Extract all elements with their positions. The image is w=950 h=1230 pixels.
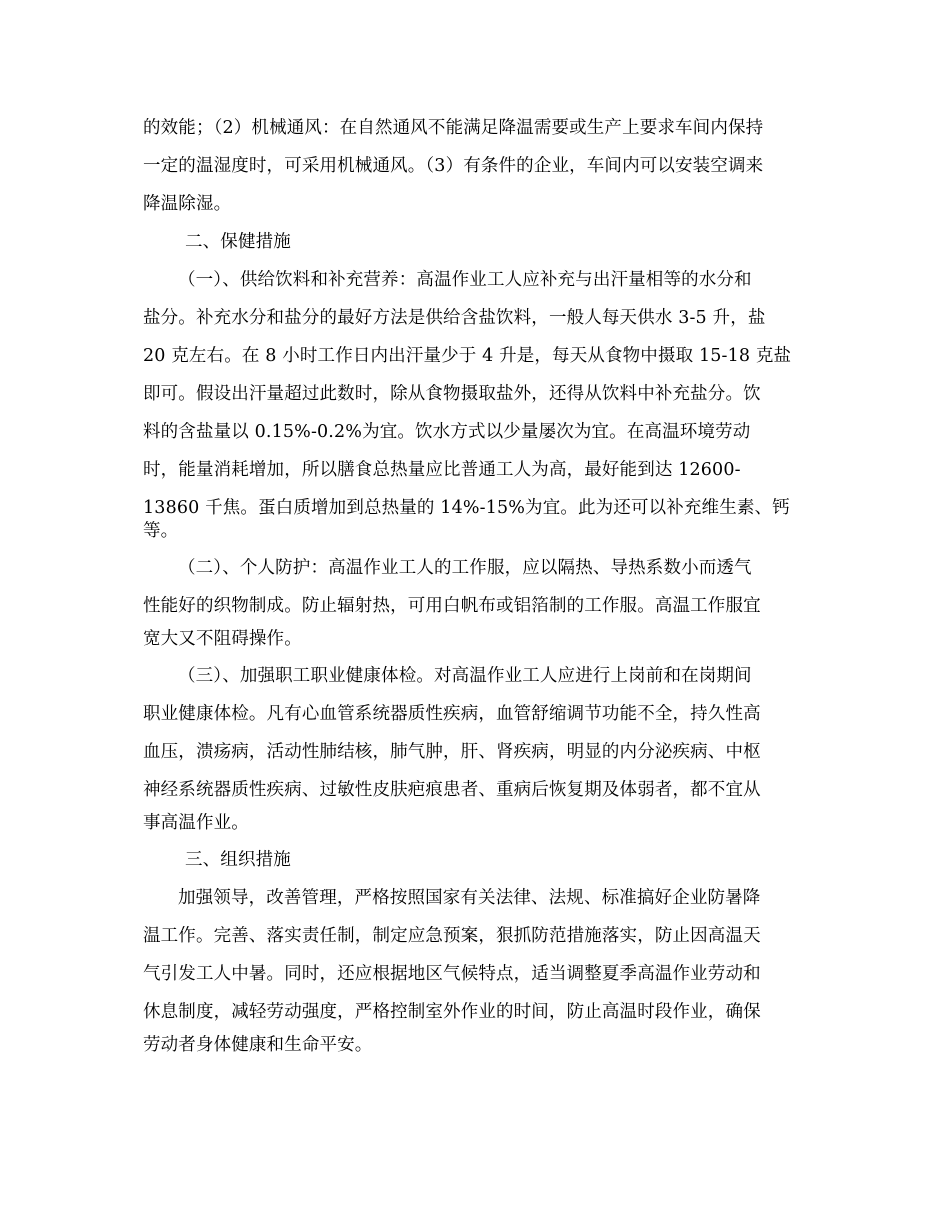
text-line: 休息制度，减轻劳动强度，严格控制室外作业的时间，防止高温时段作业，确保 (143, 1002, 761, 1022)
text-line: 温工作。完善、落实责任制，制定应急预案，狠抓防范措施落实，防止因高温天 (143, 926, 761, 946)
paragraph-start-line: （二）、个人防护：高温作业工人的工作服，应以隔热、导热系数小而透气 (178, 558, 752, 578)
text-line: 盐分。补充水分和盐分的最好方法是供给含盐饮料，一般人每天供水 3-5 升，盐 (143, 308, 766, 328)
text-line: 职业健康体检。凡有心血管系统器质性疾病，血管舒缩调节功能不全，持久性高 (143, 704, 761, 724)
text-line: 13860 千焦。蛋白质增加到总热量的 14%-15%为宜。此为还可以补充维生素、钙 (143, 498, 790, 518)
text-line: 时，能量消耗增加，所以膳食总热量应比普通工人为高，最好能到达 12600- (143, 460, 741, 480)
text-line: 宽大又不阻碍操作。 (143, 629, 302, 649)
section-heading: 三、组织措施 (185, 850, 291, 870)
text-line: 血压，溃疡病，活动性肺结核，肺气肿，肝、肾疾病，明显的内分泌疾病、中枢 (143, 742, 761, 762)
text-line: 事高温作业。 (143, 813, 249, 833)
text-line: 的效能；（2）机械通风：在自然通风不能满足降温需要或生产上要求车间内保持 (143, 118, 764, 138)
paragraph-start-line: （三）、加强职工职业健康体检。对高温作业工人应进行上岗前和在岗期间 (178, 666, 752, 686)
text-line: 降温除湿。 (143, 194, 232, 214)
text-line: 一定的温湿度时，可采用机械通风。（3）有条件的企业，车间内可以安装空调来 (143, 156, 764, 176)
text-line: 20 克左右。在 8 小时工作日内出汗量少于 4 升是，每天从食物中摄取 15-18 克盐 (143, 346, 792, 366)
text-line: 劳动者身体健康和生命平安。 (143, 1035, 373, 1055)
text-line: 即可。假设出汗量超过此数时，除从食物摄取盐外，还得从饮料中补充盐分。饮 (143, 384, 761, 404)
text-line: 气引发工人中暑。同时，还应根据地区气候特点，适当调整夏季高温作业劳动和 (143, 964, 761, 984)
text-line: 料的含盐量以 0.15%-0.2%为宜。饮水方式以少量屡次为宜。在高温环境劳动 (143, 422, 751, 442)
paragraph-start-line: （一）、供给饮料和补充营养：高温作业工人应补充与出汗量相等的水分和 (178, 270, 752, 290)
text-line: 性能好的织物制成。防止辐射热，可用白帆布或铝箔制的工作服。高温工作服宜 (143, 596, 761, 616)
text-line: 等。 (143, 521, 179, 541)
section-heading: 二、保健措施 (185, 232, 291, 252)
paragraph-start-line: 加强领导，改善管理，严格按照国家有关法律、法规、标准搞好企业防暑降 (178, 888, 761, 908)
text-line: 神经系统器质性疾病、过敏性皮肤疤痕患者、重病后恢复期及体弱者，都不宜从 (143, 780, 761, 800)
